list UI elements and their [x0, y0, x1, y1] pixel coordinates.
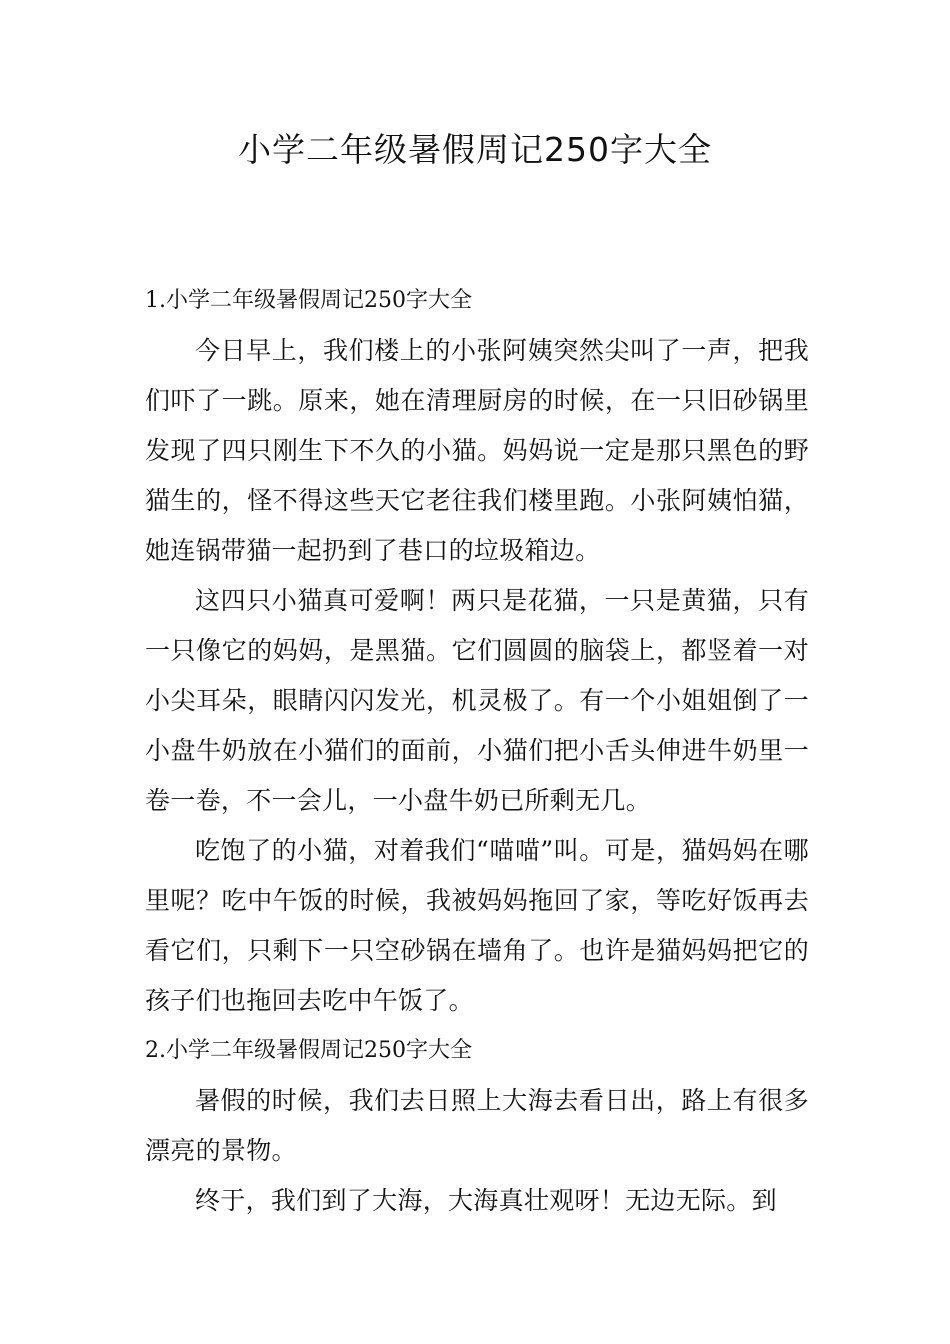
document-body: [145, 276, 809, 1226]
page-title: 小学二年级暑假周记250字大全: [238, 130, 712, 169]
paragraph: 暑假的时候，我们去日照上大海去看日出，路上有很多漂亮的景物。: [145, 1086, 809, 1165]
section-heading: 2.小学二年级暑假周记250字大全: [145, 1038, 472, 1063]
paragraph: 今日早上，我们楼上的小张阿姨突然尖叫了一声，把我们吓了一跳。原来，她在清理厨房的时候，在一只旧砂锅里发现了四只刚生下不久的小猫。妈妈说一定是那只黑色的野猫生的，怪不得这些天它老往我们楼里跑。小张阿姨怕猫，她连锅带猫一起扔到了巷口的垃圾箱边。: [145, 336, 809, 565]
paragraph: 这四只小猫真可爱啊！两只是花猫，一只是黄猫，只有一只像它的妈妈，是黑猫。它们圆圆的脑袋上，都竖着一对小尖耳朵，眼睛闪闪发光，机灵极了。有一个小姐姐倒了一小盘牛奶放在小猫们的面前，小猫们把小舌头伸进牛奶里一卷一卷，不一会儿，一小盘牛奶已所剩无几。: [145, 586, 809, 815]
paragraph: 终于，我们到了大海，大海真壮观呀！无边无际。到: [195, 1186, 777, 1215]
paragraph: 吃饱了的小猫，对着我们“喵喵”叫。可是，猫妈妈在哪里呢？吃中午饭的时候，我被妈妈拖回了家，等吃好饭再去看它们，只剩下一只空砂锅在墙角了。也许是猫妈妈把它的孩子们也拖回去吃中午饭了。: [145, 836, 809, 1015]
section-2: [145, 1026, 809, 1226]
section-1: [145, 276, 809, 1026]
section-heading: 1.小学二年级暑假周记250字大全: [145, 288, 472, 313]
